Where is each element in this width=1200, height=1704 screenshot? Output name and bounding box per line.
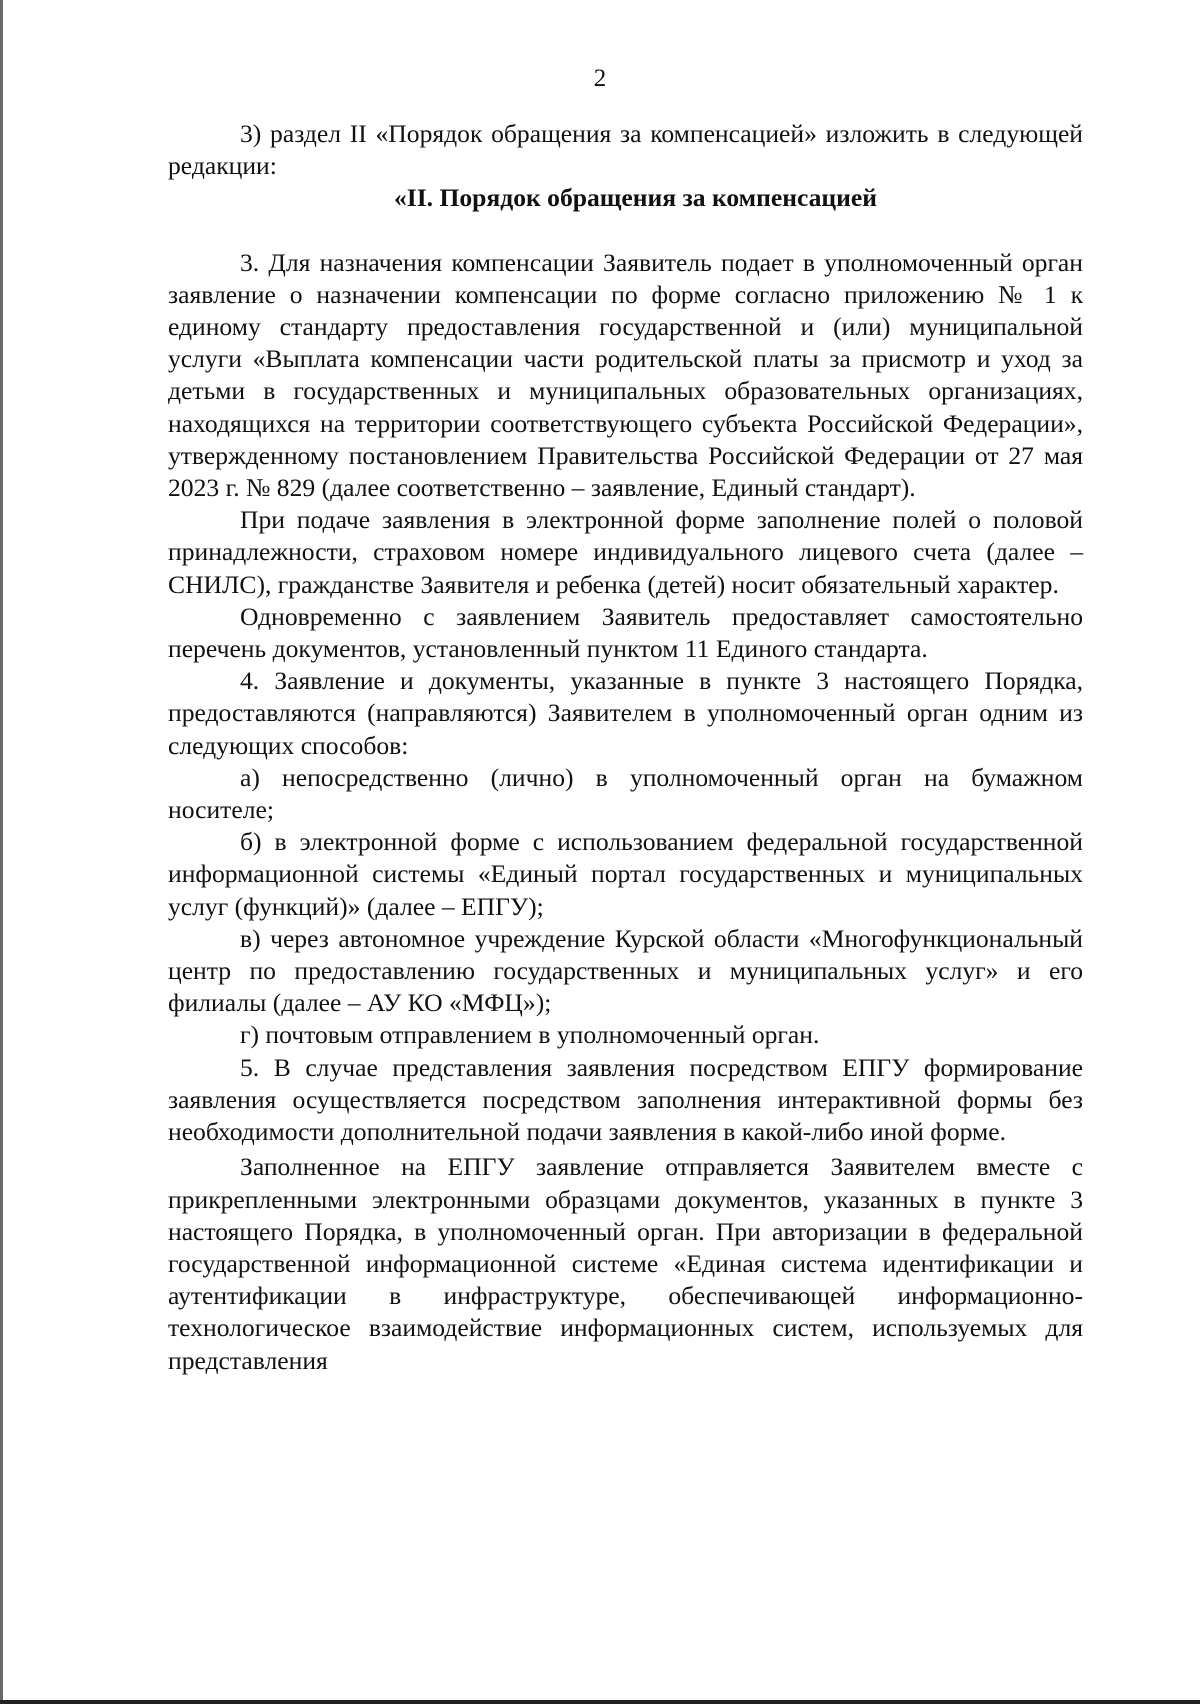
paragraph-8: г) почтовым отправлением в уполномоченный орган.: [240, 1020, 820, 1050]
paragraph-10: Заполненное на ЕПГУ заявление отправляется Заявителем вместе с прикрепленными электронными образцами документов, указанных в пункте 3 настоящего Порядка, в уполномоченный орган. При авторизации в федеральной государственной информационной системе «Единая система идентификации и аутентификации в инфраструктуре, обеспечивающей информационно-технологическое взаимодействие информационных систем, используемых для представления: [168, 1152, 1083, 1375]
paragraph-7: в) через автономное учреждение Курской области «Многофункциональный центр по предоставлению государственных и муниципальных услуг» и его филиалы (далее – АУ КО «МФЦ»);: [168, 923, 1083, 1018]
paragraph-9: 5. В случае представления заявления посредством ЕПГУ формирование заявления осуществляется посредством заполнения интерактивной формы без необходимости дополнительной подачи заявления в какой-либо иной форме.: [168, 1052, 1083, 1147]
heading-spacer: [168, 215, 1083, 247]
paragraph-2: При подаче заявления в электронной форме заполнение полей о половой принадлежности, страховом номере индивидуального лицевого счета (далее – СНИЛС), гражданстве Заявителя и ребенка (детей) носит обязательный характер.: [168, 505, 1083, 599]
section-heading: «II. Порядок обращения за компенсацией: [393, 183, 878, 213]
paragraph-6: б) в электронной форме с использованием федеральной государственной информационной системы «Единый портал государственных и муниципальных услуг (функций)» (далее – ЕПГУ);: [168, 827, 1083, 921]
paragraph-1: 3. Для назначения компенсации Заявитель подает в уполномоченный орган заявление о назначении компенсации по форме согласно приложению № 1 к единому стандарту предоставления государственной и (или) муниципальной услуги «Выплата компенсации части родительской платы за присмотр и уход за детьми в государственных и муниципальных образовательных организациях, находящихся на территории соответствующего субъекта Российской Федерации», утвержденному постановлением Правительства Российской Федерации от 27 мая 2023 г. № 829 (далее соответственно – заявление, Единый стандарт).: [168, 247, 1083, 503]
document-body: [168, 118, 1083, 1377]
paragraph-5: а) непосредственно (лично) в уполномоченный орган на бумажном носителе;: [168, 762, 1083, 825]
page-bottom-edge: [0, 1700, 1200, 1704]
paragraph-3: Одновременно с заявлением Заявитель предоставляет самостоятельно перечень документов, установленный пунктом 11 Единого стандарта.: [168, 601, 1083, 664]
paragraph-4: 4. Заявление и документы, указанные в пункте 3 настоящего Порядка, предоставляются (направляются) Заявителем в уполномоченный орган одним из следующих способов:: [168, 666, 1083, 760]
intro-paragraph: 3) раздел II «Порядок обращения за компенсацией» изложить в следующей редакции:: [168, 119, 1083, 181]
page-left-edge: [0, 0, 3, 1704]
page-number: 2: [593, 65, 607, 92]
